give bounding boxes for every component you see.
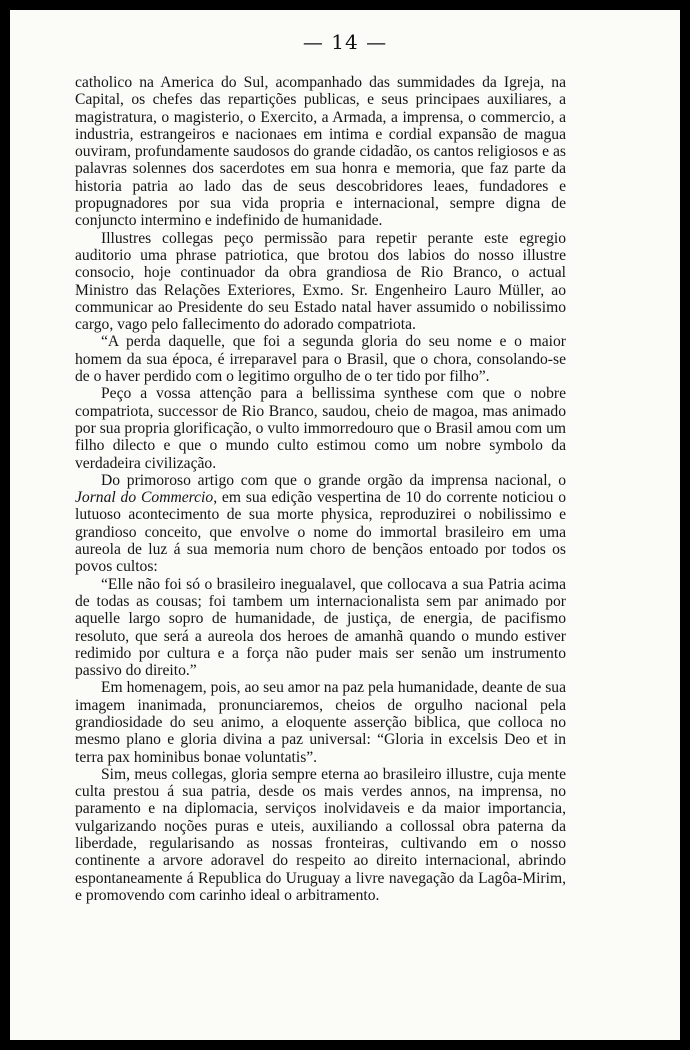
paragraph-quote-perda: “A perda daquelle, que foi a segunda gloria do seu nome e o maior homem da sua época, é irreparavel para o Brasil, que o chora, consolando-se de o haver perdido com o legitimo orgulho de o ter tido por filho”.	[75, 333, 566, 386]
paragraph-jornal-before: Do primoroso artigo com que o grande orgão da imprensa nacional, o	[101, 471, 566, 489]
paragraph-synthese: Peço a vossa attenção para a bellissima synthese com que o nobre compatriota, successor de Rio Branco, saudou, cheio de magoa, mas animado por sua propria glorificação, o vulto immorredouro que o Brasil amou com um filho dilecto e que o mundo culto estimou como um nobre symbolo da verdadeira civilização.	[75, 385, 566, 472]
paragraph-quote-elle: “Elle não foi só o brasileiro inegualavel, que collocava a sua Patria acima de todas as cousas; foi tambem um internacionalista sem par animado por aquelle largo sopro de humanidade, de justiça, de energia, de pacifismo resoluto, que será a aureola dos heroes de amanhã quando o mundo estiver redimido por cultura e a força não puder mais ser senão um instrumento passivo do direito.”	[75, 575, 566, 680]
paragraph-jornal-after: , em sua edição vespertina de 10 do corrente noticiou o lutuoso acontecimento de sua morte physica, reproduzirei o nobilissimo e grandioso conceito, que envolve o nome do immortal brasileiro em uma aureola de luz á sua memoria num choro de bençãos entoado por todos os povos cultos:	[75, 489, 567, 576]
paragraph-continuation: catholico na America do Sul, acompanhado das summidades da Igreja, na Capital, os chefes das repartições publicas, e seus principaes auxiliares, a magistratura, o magisterio, o Exercito, a Armada, a imprensa, o commercio, a industria, estrangeiros e nacionaes em intima e cordial expansão de magua ouviram, profundamente saudosos do grande cidadão, os cantos religiosos e as palavras solennes dos sacerdotes em sua honra e memoria, que faz parte da historia patria ao lado das de seus descobridores leaes, fundadores e propugnadores por sua vida propria e internacional, sempre digna de conjuncto intermino e indefinido de humanidade.	[75, 74, 566, 230]
paragraph-jornal	[75, 472, 566, 576]
newspaper-title: Jornal do Commercio	[75, 489, 214, 507]
paragraph-homenagem: Em homenagem, pois, ao seu amor na paz pela humanidade, deante de sua imagem inanimada, pronunciaremos, cheios de orgulho nacional pela grandiosidade do seu animo, a eloquente asserção biblica, que colloca no mesmo plano e gloria divina a paz universal: “Gloria in excelsis Deo et in terra pax hominibus bonae voluntatis”.	[75, 679, 566, 766]
page-number: — 14 —	[302, 30, 388, 54]
paragraph-gloria: Sim, meus collegas, gloria sempre eterna ao brasileiro illustre, cuja mente culta prestou á sua patria, desde os mais verdes annos, na imprensa, no paramento e na diplomacia, serviços inolvidaveis e da maior importancia, vulgarizando noções puras e uteis, auxiliando a collossal obra paterna da liberdade, regularisando as nossas fronteiras, cultivando em o nosso continente a arvore adoravel do respeito ao direito internacional, abrindo espontaneamente á Republica do Uruguay a livre navegação da Lagôa-Mirim, e promovendo com carinho ideal o arbitramento.	[75, 765, 566, 904]
body-text	[75, 74, 566, 904]
book-page	[10, 10, 680, 1040]
paragraph-lauro-muller: Illustres collegas peço permissão para repetir perante este egregio auditorio uma phrase patriotica, que brotou dos labios do nosso illustre consocio, hoje continuador da obra grandiosa de Rio Branco, o actual Ministro das Relações Exteriores, Exmo. Sr. Engenheiro Lauro Müller, ao communicar ao Presidente do seu Estado natal haver assumido o nobilissimo cargo, vago pelo fallecimento do adorado compatriota.	[75, 229, 566, 334]
